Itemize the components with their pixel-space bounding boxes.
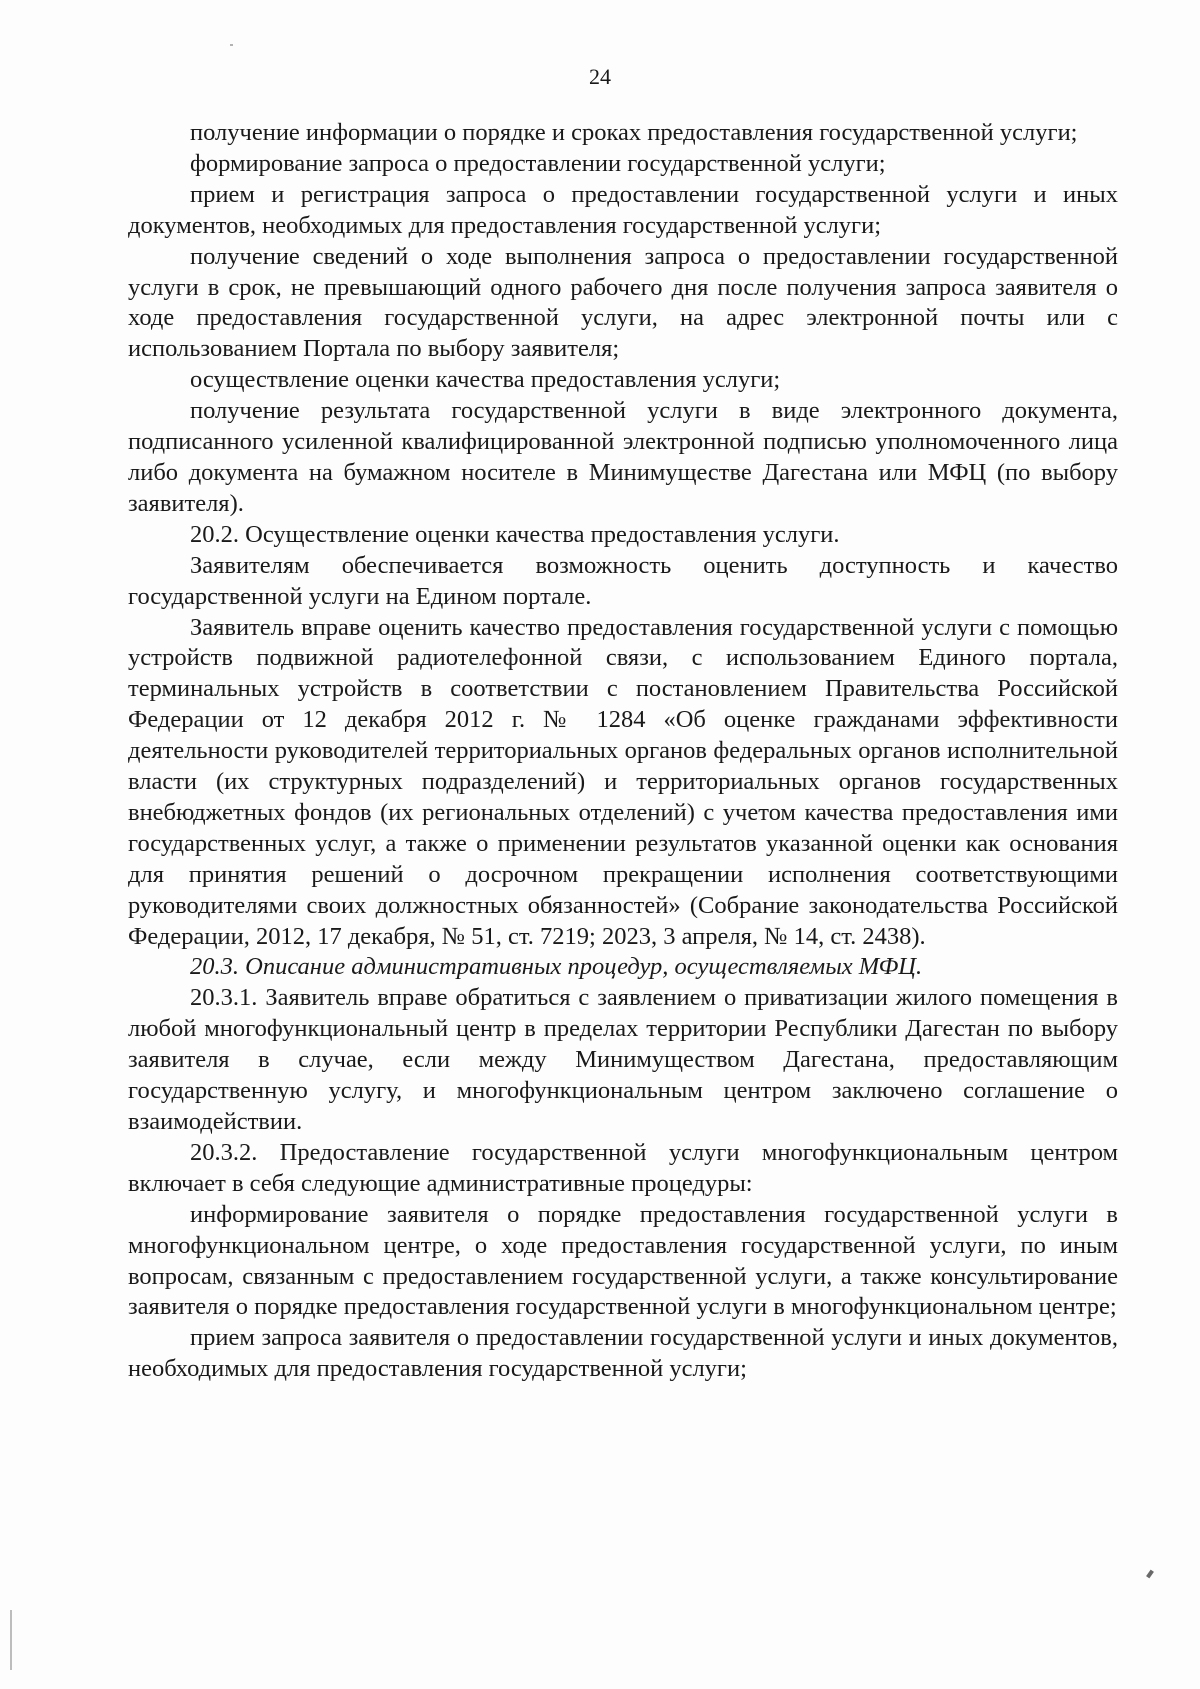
page-number: 24 <box>589 64 611 89</box>
document-body <box>128 118 1118 1385</box>
paragraph-result-receipt: получение результата государственной услуги в виде электронного документа, подписанного усиленной квалифицированной электронной подписью уполномоченного лица либо документа на бумажном носителе в Минимуществе Дагестана или МФЦ (по выбору заявителя). <box>128 397 1118 517</box>
paragraph-request-forming: формирование запроса о предоставлении государственной услуги; <box>190 149 886 177</box>
paragraph-quality-evaluation: осуществление оценки качества предоставления услуги; <box>190 366 781 394</box>
paragraph-evaluation-methods: Заявитель вправе оценить качество предоставления государственной услуги с помощью устройств подвижной радиотелефонной связи, с использованием Единого портала, терминальных устройств в соответствии с постановлением Правительства Российской Федерации от 12 декабря 2012 г. № 1284 «Об оценке гражданами эффективности деятельности руководителей территориальных органов федеральных органов исполнительной власти (их структурных подразделений) и территориальных органов государственных внебюджетных фондов (их региональных отделений) с учетом качества предоставления ими государственных услуг, а также о применении результатов указанной оценки как основания для принятия решений о досрочном прекращении исполнения соответствующими руководителями своих должностных обязанностей» (Собрание законодательства Российской Федерации, 2012, 17 декабря, № 51, ст. 7219; 2023, 3 апреля, № 14, ст. 2438). <box>128 613 1118 950</box>
paragraph-20-3-2: 20.3.2. Предоставление государственной услуги многофункциональным центром включает в себя следующие административные процедуры: <box>128 1138 1118 1197</box>
paragraph-applicant-evaluation: Заявителям обеспечивается возможность оценить доступность и качество государственной услуги на Едином портале. <box>128 551 1118 610</box>
paragraph-informing: информирование заявителя о порядке предоставления государственной услуги в многофункциональном центре, о ходе предоставления государственной услуги, по иным вопросам, связанным с предоставлением государственной услуги, а также консультирование заявителя о порядке предоставления государственной услуги в многофункциональном центре; <box>128 1200 1118 1321</box>
paragraph-request-registration: прием и регистрация запроса о предоставлении государственной услуги и иных документов, необходимых для предоставления государственной услуги; <box>128 180 1118 239</box>
section-heading-20-3: 20.3. Описание административных процедур, осуществляемых МФЦ. <box>190 953 923 981</box>
paragraph-20-3-1: 20.3.1. Заявитель вправе обратиться с заявлением о приватизации жилого помещения в любой многофункциональный центр в пределах территории Республики Дагестан по выбору заявителя в случае, если между Минимуществом Дагестана, предоставляющим государственную услугу, и многофункциональным центром заключено соглашение о взаимодействии. <box>128 984 1118 1135</box>
paragraph-info-procedure: получение информации о порядке и сроках предоставления государственной услуги; <box>190 119 1078 146</box>
paragraph-progress-info: получение сведений о ходе выполнения запроса о предоставлении государственной услуги в срок, не превышающий одного рабочего дня после получения запроса заявителя о ходе предоставления государственной услуги, на адрес электронной почты или с использованием Портала по выбору заявителя; <box>128 242 1118 363</box>
scan-speck <box>230 44 233 46</box>
paragraph-request-acceptance: прием запроса заявителя о предоставлении государственной услуги и иных документов, необходимых для предоставления государственной услуги; <box>128 1324 1118 1383</box>
scan-edge-line <box>10 1610 12 1670</box>
scan-mark-right <box>1146 1570 1154 1579</box>
section-heading-20-2: 20.2. Осуществление оценки качества предоставления услуги. <box>190 520 840 548</box>
